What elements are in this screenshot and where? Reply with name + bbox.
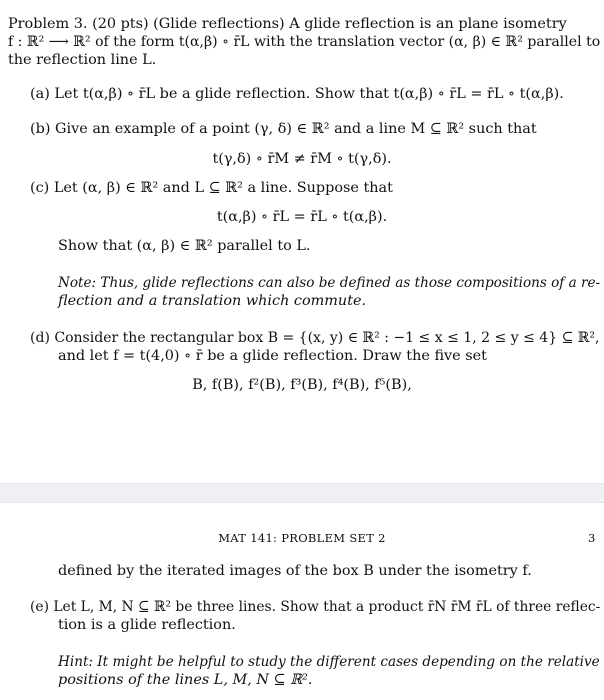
part-e-line-1: (e) Let L, M, N ⊆ ℝ² be three lines. Show that a product r̄N r̄M r̄L of three reflec- — [30, 599, 601, 615]
problem-line-1: Problem 3. (20 pts) (Glide reflections) A glide reflection is an plane isometry — [8, 16, 567, 32]
part-c-equation: t(α,β) ∘ r̄L = r̄L ∘ t(α,β). — [216, 209, 388, 225]
running-header: MAT 141: PROBLEM SET 2 — [218, 531, 386, 545]
part-a: (a) Let t(α,β) ∘ r̄L be a glide reflection. Show that t(α,β) ∘ r̄L = r̄L ∘ t(α,β). — [30, 86, 564, 102]
page-break — [0, 483, 604, 503]
part-d-line-4: defined by the iterated images of the box B under the isometry f. — [58, 563, 532, 579]
problem-line-3: the reflection line L. — [8, 52, 157, 68]
part-d-sets: B, f(B), f²(B), f³(B), f⁴(B), f⁵(B), — [192, 377, 412, 393]
page-number: 3 — [588, 531, 596, 545]
hint-line-2: positions of the lines L, M, N ⊆ ℝ². — [58, 672, 313, 688]
hint-line-1: Hint: It might be helpful to study the different cases depending on the relative — [58, 654, 600, 670]
part-e-line-2: tion is a glide reflection. — [58, 617, 236, 633]
page-bottom — [0, 503, 604, 700]
note-line-1: Note: Thus, glide reflections can also be defined as those compositions of a re- — [58, 275, 601, 291]
part-c-line-1: (c) Let (α, β) ∈ ℝ² and L ⊆ ℝ² a line. Suppose that — [30, 180, 393, 196]
part-c-line-3: Show that (α, β) ∈ ℝ² parallel to L. — [58, 238, 311, 254]
part-d-line-1: (d) Consider the rectangular box B = {(x, y) ∈ ℝ² : −1 ≤ x ≤ 1, 2 ≤ y ≤ 4} ⊆ ℝ², — [30, 330, 600, 346]
note-line-2: flection and a translation which commute. — [58, 293, 367, 309]
problem-line-2: f : ℝ² ⟶ ℝ² of the form t(α,β) ∘ r̄L with the translation vector (α, β) ∈ ℝ² parallel to — [8, 34, 601, 50]
part-b-equation: t(γ,δ) ∘ r̄M ≠ r̄M ∘ t(γ,δ). — [212, 151, 392, 167]
part-d-line-2: and let f = t(4,0) ∘ r̄ be a glide reflection. Draw the five set — [58, 348, 487, 364]
part-b-line-1: (b) Give an example of a point (γ, δ) ∈ ℝ² and a line M ⊆ ℝ² such that — [30, 121, 537, 137]
